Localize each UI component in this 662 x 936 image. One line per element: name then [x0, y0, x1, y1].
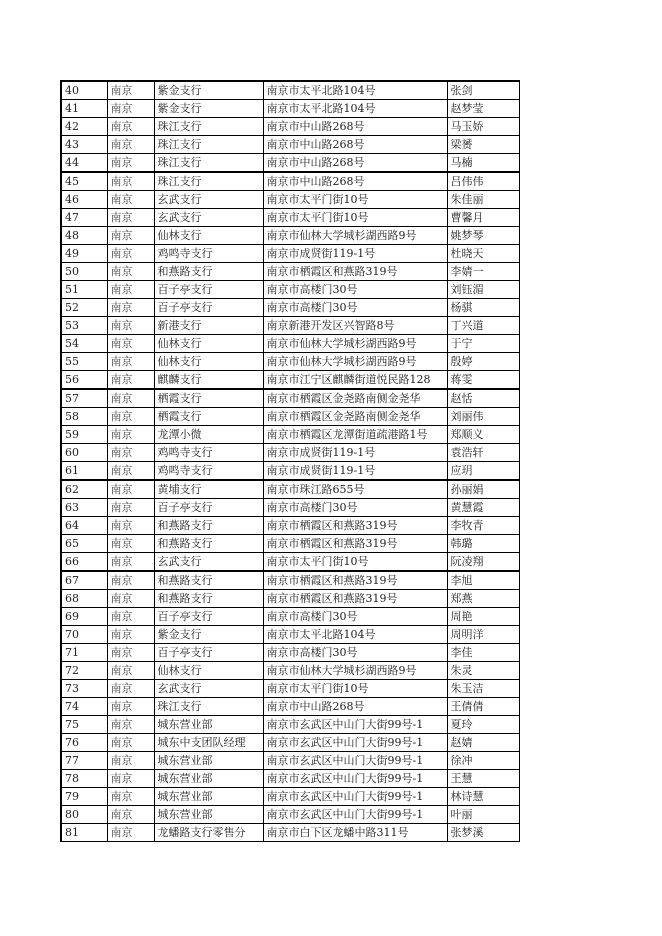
row-number-cell[interactable]: 52: [62, 299, 107, 317]
address-cell[interactable]: 南京市玄武区中山门大街99号-1: [263, 788, 447, 806]
city-cell[interactable]: 南京: [107, 734, 154, 752]
name-cell[interactable]: 徐冲: [447, 752, 519, 770]
name-cell[interactable]: 朱灵: [447, 662, 519, 680]
address-cell[interactable]: 南京市中山路268号: [263, 154, 447, 173]
branch-cell[interactable]: 紫金支行: [154, 100, 263, 118]
branch-cell[interactable]: 城东营业部: [154, 752, 263, 770]
row-number-cell[interactable]: 77: [62, 752, 107, 770]
name-cell[interactable]: 丁兴道: [447, 317, 519, 335]
table-row: [62, 371, 519, 390]
name-cell[interactable]: 郑顺义: [447, 426, 519, 444]
city-cell[interactable]: 南京: [107, 209, 154, 227]
branch-cell[interactable]: 新港支行: [154, 317, 263, 335]
city-cell[interactable]: 南京: [107, 553, 154, 572]
row-number-cell[interactable]: 76: [62, 734, 107, 752]
address-cell[interactable]: 南京市高楼门30号: [263, 608, 447, 626]
city-cell[interactable]: 南京: [107, 426, 154, 444]
name-cell[interactable]: 马玉娇: [447, 118, 519, 136]
address-cell[interactable]: 南京市仙林大学城杉湖西路9号: [263, 227, 447, 245]
row-number-cell[interactable]: 65: [62, 535, 107, 553]
table-row: [62, 590, 519, 608]
name-cell[interactable]: 于宁: [447, 335, 519, 353]
table-row: [62, 136, 519, 154]
address-cell[interactable]: 南京市太平门街10号: [263, 553, 447, 572]
branch-cell[interactable]: 黄埔支行: [154, 480, 263, 499]
branch-cell[interactable]: 和燕路支行: [154, 535, 263, 553]
table-row: [62, 535, 519, 553]
name-cell[interactable]: 曹馨月: [447, 209, 519, 227]
address-cell[interactable]: 南京市太平门街10号: [263, 191, 447, 209]
table-row: [62, 353, 519, 371]
city-cell[interactable]: 南京: [107, 626, 154, 644]
name-cell[interactable]: 李婧一: [447, 263, 519, 281]
table-row: [62, 317, 519, 335]
city-cell[interactable]: 南京: [107, 100, 154, 118]
name-cell[interactable]: 赵梦莹: [447, 100, 519, 118]
branch-cell[interactable]: 城东中支团队经理: [154, 734, 263, 752]
city-cell[interactable]: 南京: [107, 191, 154, 209]
address-cell[interactable]: 南京市高楼门30号: [263, 281, 447, 299]
table-row: [62, 680, 519, 698]
city-cell[interactable]: 南京: [107, 480, 154, 499]
name-cell[interactable]: 周艳: [447, 608, 519, 626]
city-cell[interactable]: 南京: [107, 263, 154, 281]
table-row: [62, 426, 519, 444]
row-number-cell[interactable]: 60: [62, 444, 107, 462]
city-cell[interactable]: 南京: [107, 335, 154, 353]
address-cell[interactable]: 南京市栖霞区龙潭街道疏港路1号: [263, 426, 447, 444]
row-number-cell[interactable]: 70: [62, 626, 107, 644]
address-cell[interactable]: 南京市成贤街119-1号: [263, 462, 447, 481]
row-number-cell[interactable]: 40: [62, 82, 107, 100]
table-row: [62, 154, 519, 173]
city-cell[interactable]: 南京: [107, 462, 154, 481]
branch-cell[interactable]: 珠江支行: [154, 172, 263, 191]
row-number-cell[interactable]: 44: [62, 154, 107, 173]
table-row: [62, 408, 519, 426]
branch-cell[interactable]: 珠江支行: [154, 698, 263, 716]
table-body: [62, 82, 519, 841]
table-row: [62, 227, 519, 245]
city-cell[interactable]: 南京: [107, 824, 154, 842]
city-cell[interactable]: 南京: [107, 752, 154, 770]
row-number-cell[interactable]: 72: [62, 662, 107, 680]
branch-cell[interactable]: 鸡鸣寺支行: [154, 245, 263, 263]
name-cell[interactable]: 黄慧霞: [447, 499, 519, 517]
name-cell[interactable]: 姚梦琴: [447, 227, 519, 245]
branch-cell[interactable]: 仙林支行: [154, 353, 263, 371]
table-row: [62, 806, 519, 824]
name-cell[interactable]: 周明洋: [447, 626, 519, 644]
city-cell[interactable]: 南京: [107, 317, 154, 335]
address-cell[interactable]: 南京市栖霞区和燕路319号: [263, 517, 447, 535]
name-cell[interactable]: 吕伟伟: [447, 172, 519, 191]
address-cell[interactable]: 南京市栖霞区金尧路南侧金尧华: [263, 389, 447, 408]
row-number-cell[interactable]: 68: [62, 590, 107, 608]
branch-cell[interactable]: 百子亭支行: [154, 281, 263, 299]
branch-cell[interactable]: 仙林支行: [154, 335, 263, 353]
city-cell[interactable]: 南京: [107, 680, 154, 698]
branch-cell[interactable]: 龙蟠路支行零售分: [154, 824, 263, 842]
row-number-cell[interactable]: 63: [62, 499, 107, 517]
row-number-cell[interactable]: 42: [62, 118, 107, 136]
branch-cell[interactable]: 玄武支行: [154, 680, 263, 698]
table-row: [62, 281, 519, 299]
branch-cell[interactable]: 城东营业部: [154, 806, 263, 824]
row-number-cell[interactable]: 48: [62, 227, 107, 245]
table-row: [62, 517, 519, 535]
address-cell[interactable]: 南京市玄武区中山门大街99号-1: [263, 752, 447, 770]
address-cell[interactable]: 南京市成贤街119-1号: [263, 245, 447, 263]
name-cell[interactable]: 王倩倩: [447, 698, 519, 716]
name-cell[interactable]: 叶丽: [447, 806, 519, 824]
row-number-cell[interactable]: 81: [62, 824, 107, 842]
address-cell[interactable]: 南京市珠江路655号: [263, 480, 447, 499]
city-cell[interactable]: 南京: [107, 770, 154, 788]
branch-cell[interactable]: 和燕路支行: [154, 263, 263, 281]
table-row: [62, 263, 519, 281]
table-row: [62, 462, 519, 481]
address-cell[interactable]: 南京市玄武区中山门大街99号-1: [263, 716, 447, 734]
branch-cell[interactable]: 玄武支行: [154, 191, 263, 209]
table-row: [62, 662, 519, 680]
row-number-cell[interactable]: 61: [62, 462, 107, 481]
table-row: [62, 499, 519, 517]
address-cell[interactable]: 南京市玄武区中山门大街99号-1: [263, 806, 447, 824]
table-row: [62, 770, 519, 788]
branch-cell[interactable]: 珠江支行: [154, 118, 263, 136]
address-cell[interactable]: 南京市栖霞区和燕路319号: [263, 571, 447, 590]
branch-cell[interactable]: 百子亭支行: [154, 644, 263, 662]
row-number-cell[interactable]: 69: [62, 608, 107, 626]
address-cell[interactable]: 南京新港开发区兴智路8号: [263, 317, 447, 335]
table-row: [62, 644, 519, 662]
branch-cell[interactable]: 紫金支行: [154, 626, 263, 644]
table-row: [62, 444, 519, 462]
row-number-cell[interactable]: 66: [62, 553, 107, 572]
address-cell[interactable]: 南京市玄武区中山门大街99号-1: [263, 734, 447, 752]
branch-cell[interactable]: 城东营业部: [154, 716, 263, 734]
address-cell[interactable]: 南京市太平北路104号: [263, 100, 447, 118]
address-cell[interactable]: 南京市栖霞区和燕路319号: [263, 263, 447, 281]
address-cell[interactable]: 南京市中山路268号: [263, 698, 447, 716]
city-cell[interactable]: 南京: [107, 118, 154, 136]
address-cell[interactable]: 南京市白下区龙蟠中路311号: [263, 824, 447, 842]
name-cell[interactable]: 刘钰湄: [447, 281, 519, 299]
branch-cell[interactable]: 百子亭支行: [154, 299, 263, 317]
address-cell[interactable]: 南京市栖霞区金尧路南侧金尧华: [263, 408, 447, 426]
table-row: [62, 209, 519, 227]
city-cell[interactable]: 南京: [107, 136, 154, 154]
row-number-cell[interactable]: 62: [62, 480, 107, 499]
branch-cell[interactable]: 和燕路支行: [154, 517, 263, 535]
row-number-cell[interactable]: 51: [62, 281, 107, 299]
branch-cell[interactable]: 和燕路支行: [154, 590, 263, 608]
branch-cell[interactable]: 栖霞支行: [154, 389, 263, 408]
branch-cell[interactable]: 玄武支行: [154, 209, 263, 227]
city-cell[interactable]: 南京: [107, 82, 154, 100]
branch-cell[interactable]: 麒麟支行: [154, 371, 263, 390]
city-cell[interactable]: 南京: [107, 806, 154, 824]
table-row: [62, 626, 519, 644]
city-cell[interactable]: 南京: [107, 590, 154, 608]
row-number-cell[interactable]: 78: [62, 770, 107, 788]
branch-cell[interactable]: 玄武支行: [154, 553, 263, 572]
address-cell[interactable]: 南京市太平北路104号: [263, 82, 447, 100]
city-cell[interactable]: 南京: [107, 788, 154, 806]
table-row: [62, 118, 519, 136]
table-row: [62, 172, 519, 191]
row-number-cell[interactable]: 58: [62, 408, 107, 426]
city-cell[interactable]: 南京: [107, 662, 154, 680]
row-number-cell[interactable]: 71: [62, 644, 107, 662]
row-number-cell[interactable]: 57: [62, 389, 107, 408]
table-row: [62, 389, 519, 408]
city-cell[interactable]: 南京: [107, 535, 154, 553]
address-cell[interactable]: 南京市中山路268号: [263, 136, 447, 154]
name-cell[interactable]: 郑燕: [447, 590, 519, 608]
name-cell[interactable]: 梁赟: [447, 136, 519, 154]
name-cell[interactable]: 殷婷: [447, 353, 519, 371]
row-number-cell[interactable]: 46: [62, 191, 107, 209]
branch-cell[interactable]: 鸡鸣寺支行: [154, 462, 263, 481]
table-row: [62, 734, 519, 752]
name-cell[interactable]: 李佳: [447, 644, 519, 662]
address-cell[interactable]: 南京市太平门街10号: [263, 680, 447, 698]
table-row: [62, 299, 519, 317]
row-number-cell[interactable]: 75: [62, 716, 107, 734]
name-cell[interactable]: 孙丽娟: [447, 480, 519, 499]
table-row: [62, 480, 519, 499]
city-cell[interactable]: 南京: [107, 299, 154, 317]
city-cell[interactable]: 南京: [107, 608, 154, 626]
row-number-cell[interactable]: 49: [62, 245, 107, 263]
table-row: [62, 245, 519, 263]
name-cell[interactable]: 蒋雯: [447, 371, 519, 390]
address-cell[interactable]: 南京市高楼门30号: [263, 499, 447, 517]
row-number-cell[interactable]: 80: [62, 806, 107, 824]
row-number-cell[interactable]: 74: [62, 698, 107, 716]
row-number-cell[interactable]: 54: [62, 335, 107, 353]
address-cell[interactable]: 南京市太平门街10号: [263, 209, 447, 227]
name-cell[interactable]: 杜晓天: [447, 245, 519, 263]
name-cell[interactable]: 林诗慧: [447, 788, 519, 806]
name-cell[interactable]: 张梦溪: [450, 826, 484, 839]
table-row: [62, 608, 519, 626]
table-row: [62, 788, 519, 806]
branch-cell[interactable]: 百子亭支行: [154, 499, 263, 517]
row-number-cell[interactable]: 47: [62, 209, 107, 227]
row-number-cell[interactable]: 79: [62, 788, 107, 806]
branch-cell[interactable]: 鸡鸣寺支行: [154, 444, 263, 462]
staff-table-container: [60, 80, 520, 842]
row-number-cell[interactable]: 53: [62, 317, 107, 335]
city-cell[interactable]: 南京: [107, 227, 154, 245]
row-number-cell[interactable]: 64: [62, 517, 107, 535]
table-row: [62, 824, 519, 842]
row-number-cell[interactable]: 50: [62, 263, 107, 281]
address-cell[interactable]: 南京市栖霞区和燕路319号: [263, 590, 447, 608]
city-cell[interactable]: 南京: [107, 444, 154, 462]
name-cell[interactable]: 马楠: [447, 154, 519, 173]
table-row: [62, 752, 519, 770]
table-row: [62, 698, 519, 716]
city-cell[interactable]: 南京: [107, 245, 154, 263]
staff-table: [62, 82, 519, 841]
city-cell[interactable]: 南京: [107, 172, 154, 191]
branch-cell[interactable]: 城东营业部: [154, 788, 263, 806]
row-number-cell[interactable]: 67: [62, 571, 107, 590]
name-cell[interactable]: 应玥: [447, 462, 519, 481]
name-cell[interactable]: 赵婧: [447, 734, 519, 752]
table-row: [62, 553, 519, 572]
address-cell[interactable]: 南京市中山路268号: [263, 172, 447, 191]
address-cell[interactable]: 南京市仙林大学城杉湖西路9号: [263, 335, 447, 353]
row-number-cell[interactable]: 59: [62, 426, 107, 444]
row-number-cell[interactable]: 56: [62, 371, 107, 390]
city-cell[interactable]: 南京: [107, 281, 154, 299]
table-row: [62, 716, 519, 734]
branch-cell[interactable]: 龙潭小微: [154, 426, 263, 444]
branch-cell[interactable]: 珠江支行: [154, 154, 263, 173]
city-cell[interactable]: 南京: [107, 571, 154, 590]
name-cell[interactable]: 夏玲: [447, 716, 519, 734]
table-row: [62, 82, 519, 100]
branch-cell[interactable]: 紫金支行: [154, 82, 263, 100]
row-number-cell[interactable]: 43: [62, 136, 107, 154]
branch-cell[interactable]: 百子亭支行: [154, 608, 263, 626]
row-number-cell[interactable]: 41: [62, 100, 107, 118]
address-cell[interactable]: 南京市玄武区中山门大街99号-1: [263, 770, 447, 788]
city-cell[interactable]: 南京: [107, 353, 154, 371]
address-cell[interactable]: 南京市太平北路104号: [263, 626, 447, 644]
table-row: [62, 571, 519, 590]
name-cell[interactable]: 王慧: [447, 770, 519, 788]
address-cell[interactable]: 南京市高楼门30号: [263, 299, 447, 317]
address-cell[interactable]: 南京市中山路268号: [263, 118, 447, 136]
table-row: [62, 335, 519, 353]
branch-cell[interactable]: 城东营业部: [154, 770, 263, 788]
city-cell[interactable]: 南京: [107, 517, 154, 535]
city-cell[interactable]: 南京: [107, 644, 154, 662]
table-row: [62, 191, 519, 209]
city-cell[interactable]: 南京: [107, 389, 154, 408]
address-cell[interactable]: 南京市江宁区麒麟街道悦民路128: [263, 371, 447, 390]
name-cell[interactable]: 朱佳丽: [447, 191, 519, 209]
name-cell[interactable]: 袁浩轩: [447, 444, 519, 462]
name-cell[interactable]: 张剑: [447, 82, 519, 100]
row-number-cell[interactable]: 55: [62, 353, 107, 371]
city-cell[interactable]: 南京: [107, 154, 154, 173]
row-number-cell[interactable]: 73: [62, 680, 107, 698]
name-cell[interactable]: 赵恬: [447, 389, 519, 408]
branch-cell[interactable]: 仙林支行: [154, 662, 263, 680]
name-cell[interactable]: 李牧青: [447, 517, 519, 535]
branch-cell[interactable]: 栖霞支行: [154, 408, 263, 426]
city-cell[interactable]: 南京: [107, 698, 154, 716]
city-cell[interactable]: 南京: [107, 371, 154, 390]
row-number-cell[interactable]: 45: [62, 172, 107, 191]
city-cell[interactable]: 南京: [107, 408, 154, 426]
branch-cell[interactable]: 珠江支行: [154, 136, 263, 154]
name-cell[interactable]: 韩璐: [447, 535, 519, 553]
address-cell[interactable]: 南京市仙林大学城杉湖西路9号: [263, 353, 447, 371]
address-cell[interactable]: 南京市成贤街119-1号: [263, 444, 447, 462]
branch-cell[interactable]: 和燕路支行: [154, 571, 263, 590]
name-cell[interactable]: 阮凌翔: [447, 553, 519, 572]
name-cell[interactable]: 杨骐: [447, 299, 519, 317]
name-cell[interactable]: 朱玉洁: [447, 680, 519, 698]
address-cell[interactable]: 南京市栖霞区和燕路319号: [263, 535, 447, 553]
address-cell[interactable]: 南京市高楼门30号: [263, 644, 447, 662]
name-cell[interactable]: 刘丽伟: [447, 408, 519, 426]
address-cell[interactable]: 南京市仙林大学城杉湖西路9号: [263, 662, 447, 680]
city-cell[interactable]: 南京: [107, 499, 154, 517]
city-cell[interactable]: 南京: [107, 716, 154, 734]
name-cell[interactable]: 李旭: [447, 571, 519, 590]
branch-cell[interactable]: 仙林支行: [154, 227, 263, 245]
table-row: [62, 100, 519, 118]
